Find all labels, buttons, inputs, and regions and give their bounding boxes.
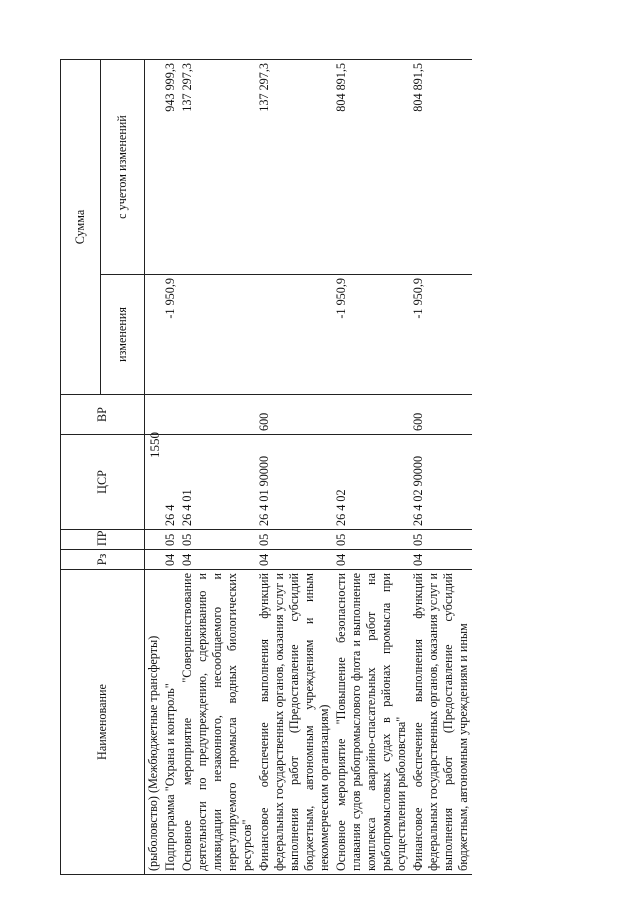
table-row	[145, 59, 163, 874]
header-name: Наименование	[61, 570, 145, 875]
row-vr-cell	[333, 395, 410, 435]
row-vr-cell	[145, 395, 163, 435]
row-name-cell: Подпрограмма "Охрана и контроль"	[162, 570, 179, 875]
row-change-cell	[256, 275, 333, 395]
page-number: 1550	[147, 432, 162, 458]
row-csr-cell: 26 4 01 90000	[256, 435, 333, 530]
row-pr-cell	[145, 530, 163, 550]
row-vr-cell	[162, 395, 179, 435]
row-csr-cell	[145, 435, 163, 530]
table-row	[256, 59, 333, 874]
row-rz-cell: 04	[179, 550, 256, 570]
header-sum: Сумма	[61, 59, 101, 394]
table-row	[179, 59, 256, 874]
row-csr-cell: 26 4	[162, 435, 179, 530]
row-name-cell: (рыболовство) (Межбюджетные трансферты)	[145, 570, 163, 875]
row-change-cell	[179, 275, 256, 395]
row-with-change-cell: 137 297,3	[256, 59, 333, 274]
header-vr: ВР	[61, 395, 145, 435]
row-rz-cell: 04	[410, 550, 472, 570]
table-body	[145, 59, 473, 874]
row-with-change-cell: 943 999,3	[162, 59, 179, 274]
budget-table	[60, 59, 472, 875]
header-change: изменения	[101, 275, 145, 395]
row-with-change-cell: 137 297,3	[179, 59, 256, 274]
header-csr: ЦСР	[61, 435, 145, 530]
row-name-cell: Основное мероприятие "Совершенствование деятельности по предупреждению, сдерживанию и ликвидации незаконного, несообщаемого и нерегулируемого промысла водных биологических ресурсов"	[179, 570, 256, 875]
row-with-change-cell: 804 891,5	[410, 59, 472, 274]
table-row	[410, 59, 472, 874]
header-rz: Рз	[61, 550, 145, 570]
row-change-cell: -1 950,9	[410, 275, 472, 395]
row-name-cell: Финансовое обеспечение выполнения функций федеральных государственных органов, оказания услуг и выполнения работ (Предоставление субсидий бюджетным, автономным учреждениям и иным некоммерческим организациям)	[256, 570, 333, 875]
row-csr-cell: 26 4 02 90000	[410, 435, 472, 530]
row-name-cell: Финансовое обеспечение выполнения функций федеральных государственных органов, оказания услуг и выполнения работ (Предоставление субсидий бюджетным, автономным учреждениям и иным	[410, 570, 472, 875]
row-change-cell: -1 950,9	[162, 275, 179, 395]
row-rz-cell: 04	[333, 550, 410, 570]
budget-table-sheet	[60, 60, 615, 875]
row-vr-cell: 600	[410, 395, 472, 435]
row-pr-cell: 05	[162, 530, 179, 550]
row-pr-cell: 05	[410, 530, 472, 550]
row-vr-cell	[179, 395, 256, 435]
row-rz-cell	[145, 550, 163, 570]
row-pr-cell: 05	[179, 530, 256, 550]
row-name-cell: Основное мероприятие "Повышение безопасности плавания судов рыбопромыслового флота и выполнение комплекса аварийно-спасательных работ на рыбопромысловых судах в районах промысла при осуществлении рыболовства"	[333, 570, 410, 875]
row-change-cell: -1 950,9	[333, 275, 410, 395]
header-with-change: с учетом изменений	[101, 59, 145, 274]
header-pr: ПР	[61, 530, 145, 550]
row-change-cell	[145, 275, 163, 395]
table-row	[333, 59, 410, 874]
row-pr-cell: 05	[333, 530, 410, 550]
row-rz-cell: 04	[162, 550, 179, 570]
row-rz-cell: 04	[256, 550, 333, 570]
row-csr-cell: 26 4 01	[179, 435, 256, 530]
row-vr-cell: 600	[256, 395, 333, 435]
row-with-change-cell: 804 891,5	[333, 59, 410, 274]
row-csr-cell: 26 4 02	[333, 435, 410, 530]
row-pr-cell: 05	[256, 530, 333, 550]
table-row	[162, 59, 179, 874]
row-with-change-cell	[145, 59, 163, 274]
